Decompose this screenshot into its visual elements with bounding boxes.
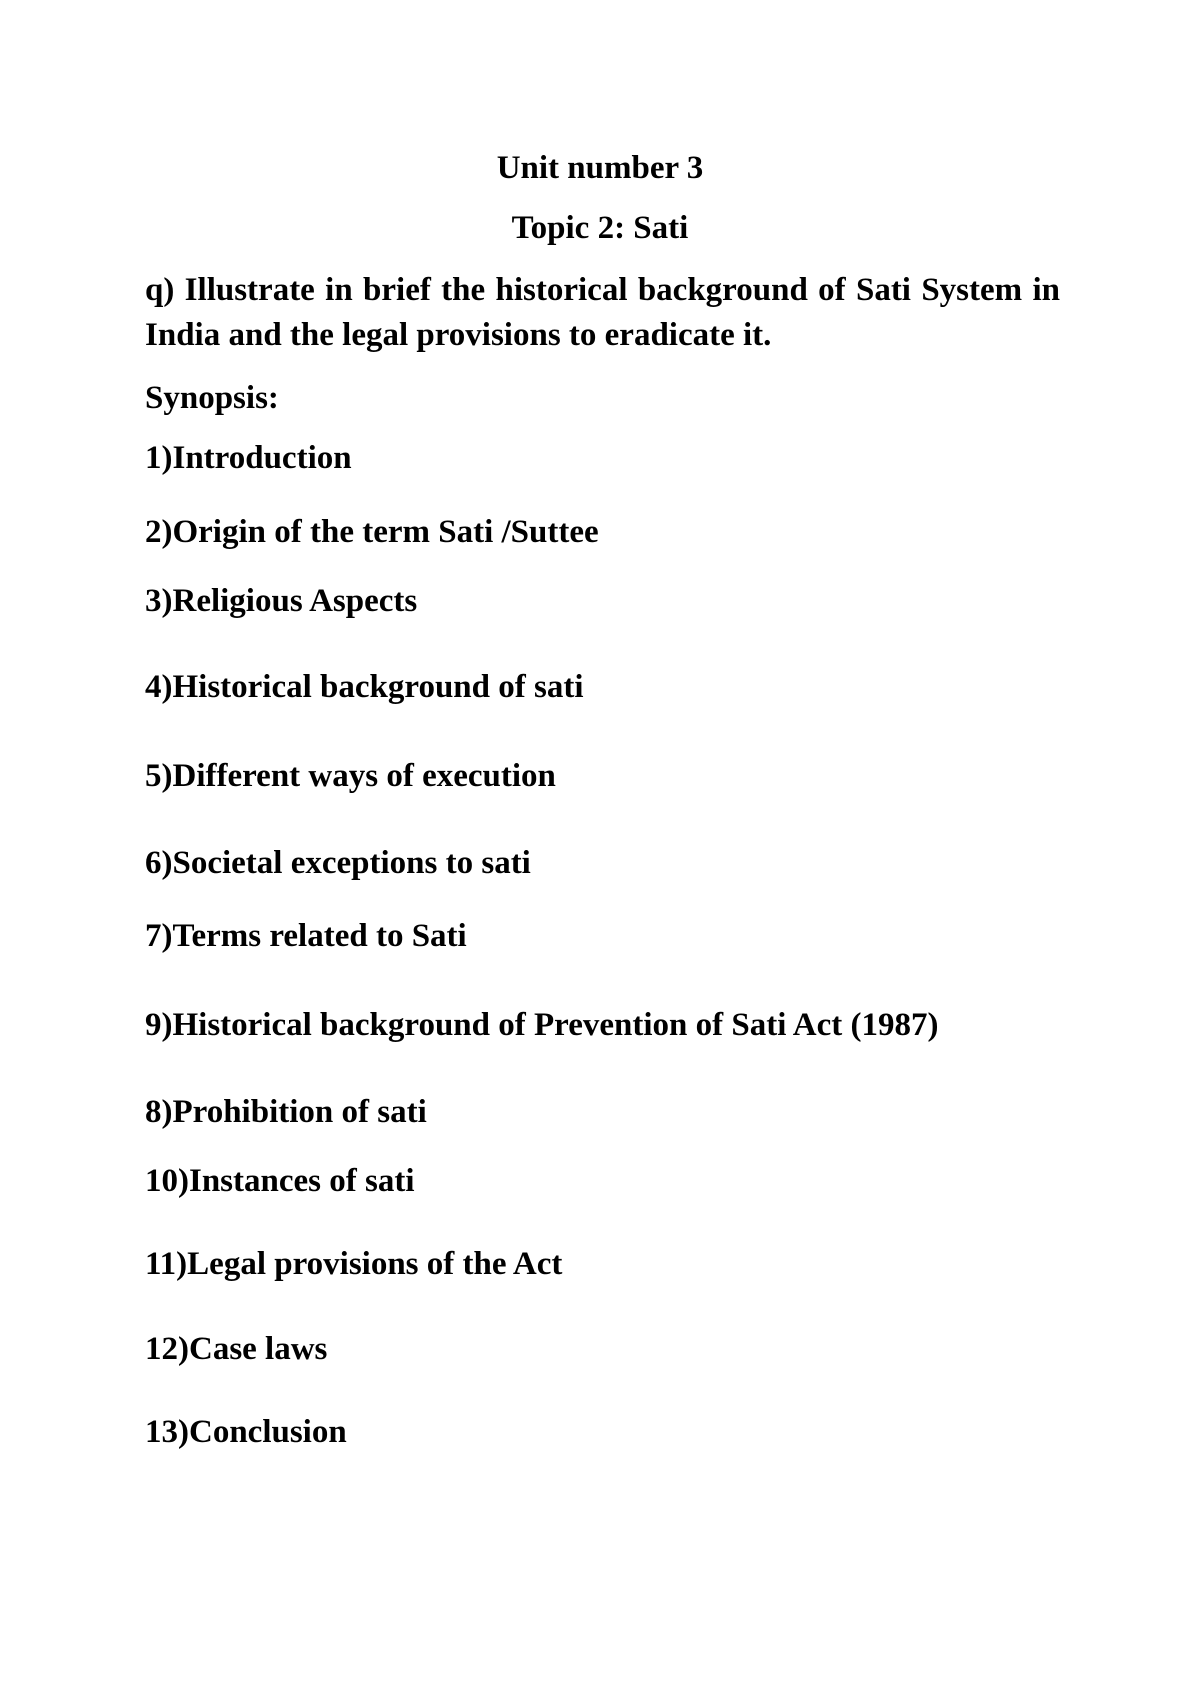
synopsis-item: 11)Legal provisions of the Act	[145, 1246, 563, 1282]
question-text: q) Illustrate in brief the historical background of Sati System in India and the legal provisions to eradicate it.	[145, 272, 1060, 353]
synopsis-item: 7)Terms related to Sati	[145, 918, 467, 954]
synopsis-label: Synopsis:	[145, 380, 279, 416]
synopsis-item: 3)Religious Aspects	[145, 583, 418, 619]
synopsis-item: 10)Instances of sati	[145, 1163, 415, 1199]
synopsis-item: 12)Case laws	[145, 1331, 328, 1367]
synopsis-item: 8)Prohibition of sati	[145, 1094, 427, 1130]
synopsis-item: 13)Conclusion	[145, 1414, 347, 1450]
synopsis-item: 6)Societal exceptions to sati	[145, 845, 531, 881]
synopsis-item: 4)Historical background of sati	[145, 669, 584, 705]
unit-heading: Unit number 3	[496, 150, 704, 186]
topic-heading: Topic 2: Sati	[511, 210, 689, 246]
synopsis-item: 1)Introduction	[145, 440, 352, 476]
synopsis-item: 9)Historical background of Prevention of Sati Act (1987)	[145, 1007, 939, 1043]
synopsis-item: 5)Different ways of execution	[145, 758, 556, 794]
synopsis-item: 2)Origin of the term Sati /Suttee	[145, 514, 599, 550]
